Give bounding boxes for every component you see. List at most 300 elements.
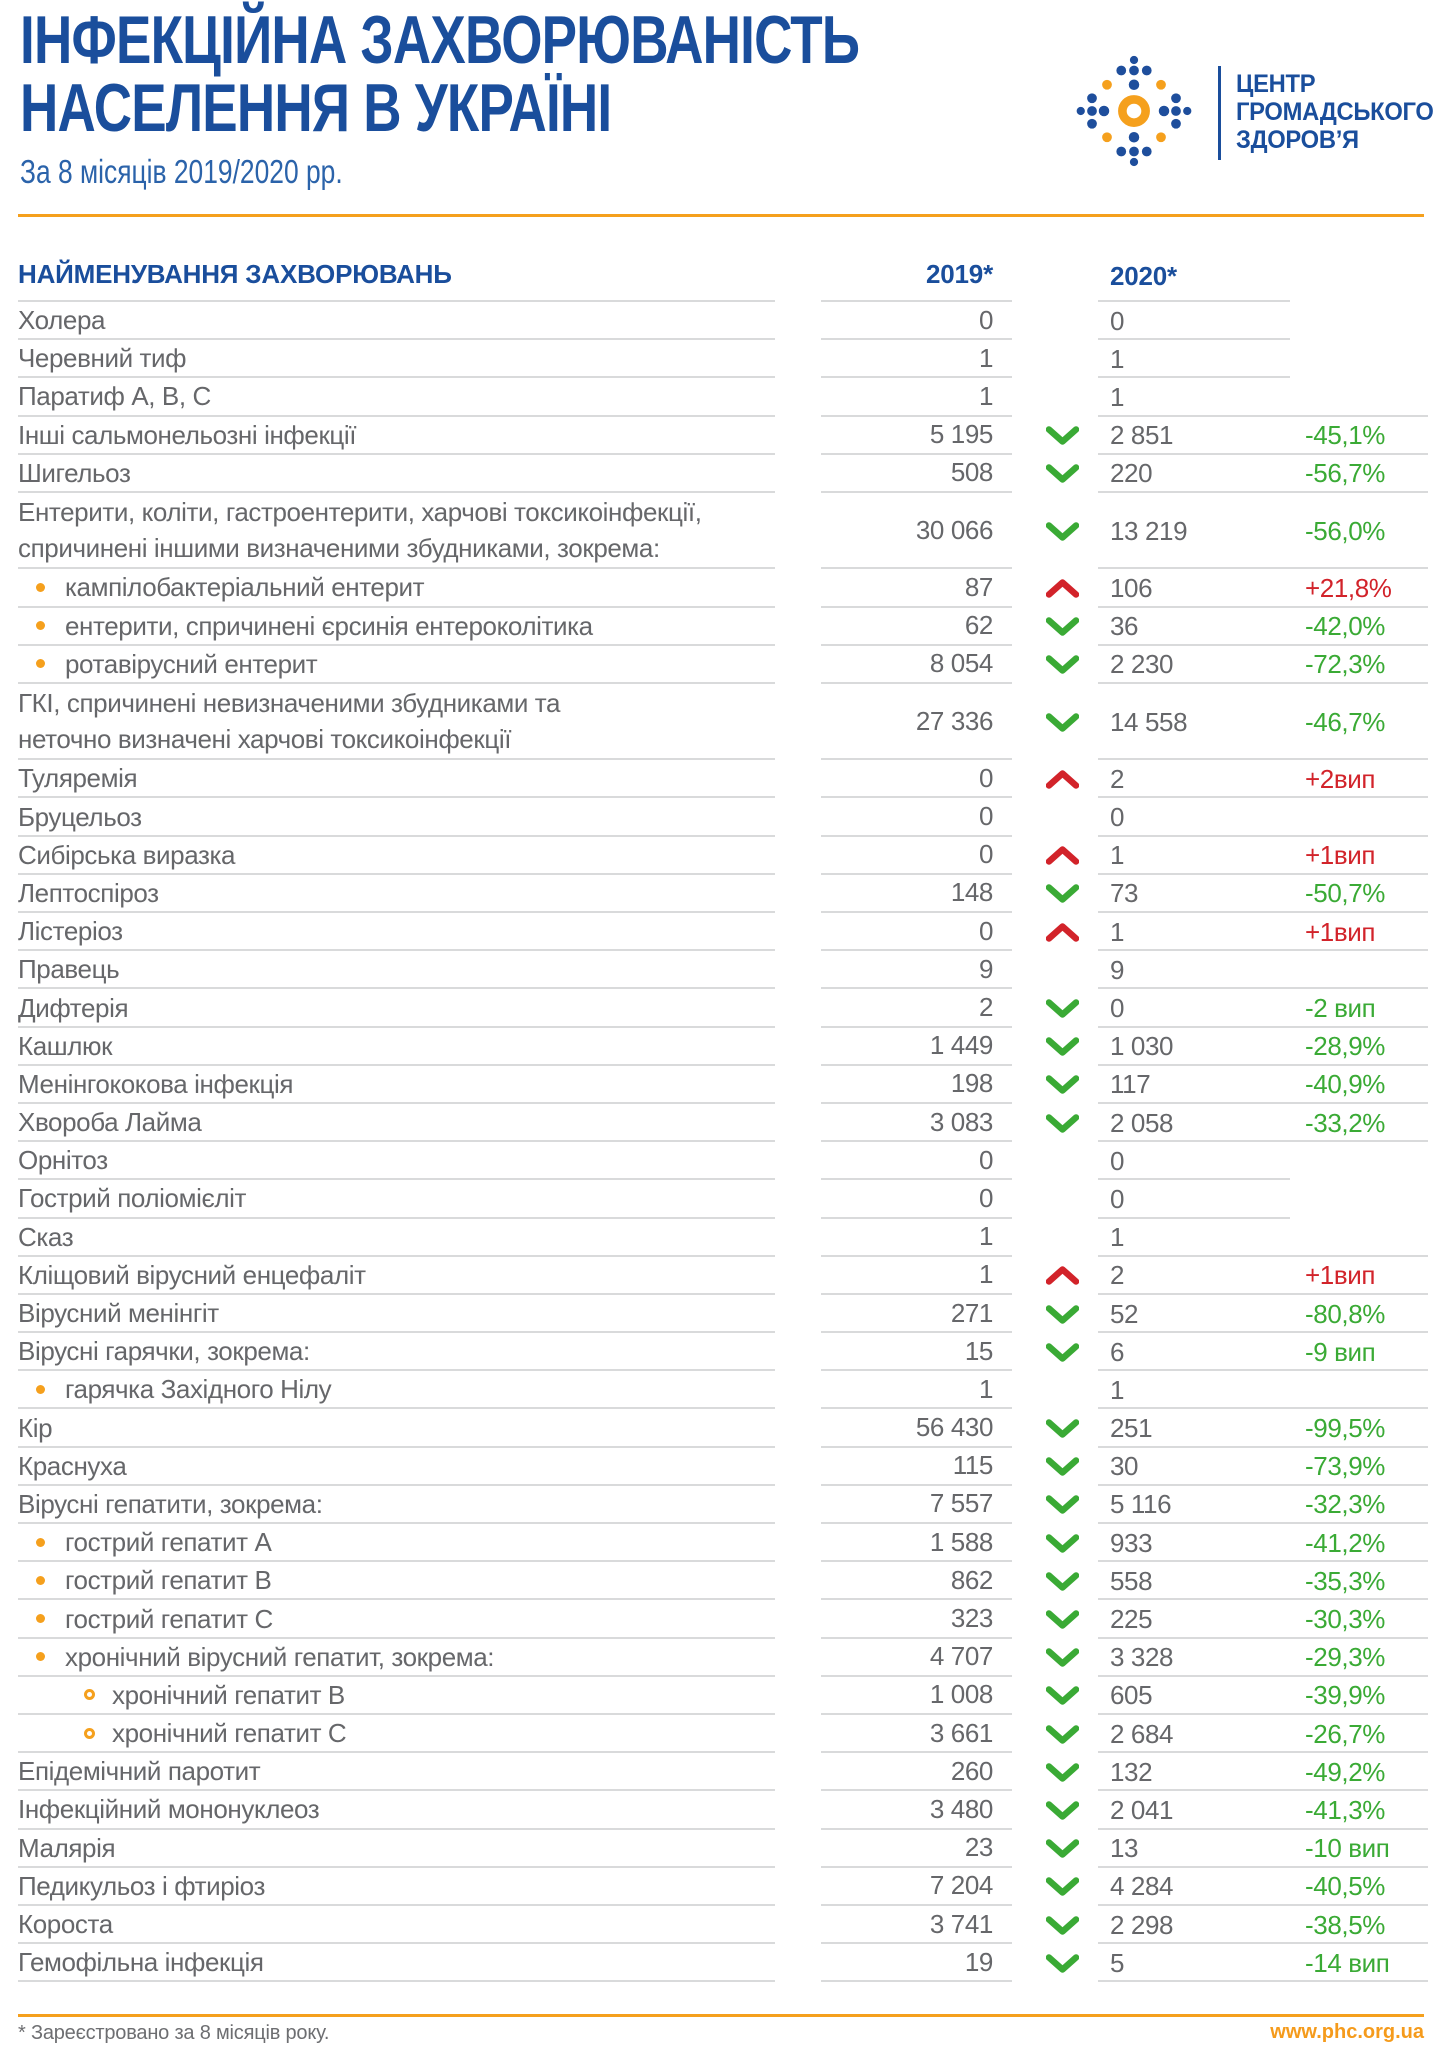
column-header-disease-name: НАЙМЕНУВАННЯ ЗАХВОРЮВАНЬ <box>18 259 775 302</box>
website-link[interactable]: www.phc.org.ua <box>1270 2021 1424 2043</box>
table-row <box>0 455 1442 493</box>
trend-down-arrow-icon <box>1046 522 1079 541</box>
value-2020: 0 <box>1110 1183 1125 1214</box>
trend-down-arrow-icon <box>1046 1610 1079 1629</box>
trend-cell <box>1027 1562 1098 1600</box>
value-2019: 0 <box>821 760 1012 798</box>
change-value: -32,3% <box>1305 1489 1385 1520</box>
disease-name: Гострий поліомієліт <box>18 1183 246 1214</box>
disease-name: Вірусні гарячки, зокрема: <box>18 1336 310 1367</box>
change-value: -28,9% <box>1305 1031 1385 1062</box>
trend-down-arrow-icon <box>1046 1534 1079 1553</box>
value-2020: 132 <box>1110 1756 1153 1787</box>
value-2020: 30 <box>1110 1451 1139 1482</box>
trend-down-arrow-icon <box>1046 1801 1079 1820</box>
trend-cell <box>1027 1219 1098 1257</box>
table-row <box>0 989 1442 1027</box>
trend-down-arrow-icon <box>1046 999 1079 1018</box>
value-2020: 5 116 <box>1110 1489 1172 1520</box>
value-2019: 56 430 <box>821 1409 1012 1447</box>
disease-name: ентерити, спричинені єрсинія ентероколітика <box>65 610 593 641</box>
value-2019: 8 054 <box>821 646 1012 684</box>
value-2020-cell <box>1098 1524 1428 1562</box>
trend-cell <box>1027 1639 1098 1677</box>
trend-cell <box>1027 913 1098 951</box>
value-2019: 1 008 <box>821 1677 1012 1715</box>
value-2020: 605 <box>1110 1680 1153 1711</box>
disease-name: Сибірська виразка <box>18 839 236 870</box>
value-2020: 1 <box>1110 343 1125 374</box>
value-2019: 19 <box>821 1944 1012 1982</box>
disease-name-cell <box>18 1868 775 1906</box>
disease-name: гарячка Західного Нілу <box>65 1374 332 1405</box>
disease-name-cell <box>18 1142 775 1180</box>
disease-name-cell <box>18 951 775 989</box>
value-2019: 0 <box>821 837 1012 875</box>
trend-cell <box>1027 1715 1098 1753</box>
disease-name-cell <box>18 1333 775 1371</box>
value-2020-cell <box>1098 1219 1428 1257</box>
value-2019: 0 <box>821 1142 1012 1180</box>
value-2020: 558 <box>1110 1565 1153 1596</box>
table-row <box>0 417 1442 455</box>
table-row <box>0 1677 1442 1715</box>
table-row <box>0 1868 1442 1906</box>
disease-name: Холера <box>18 305 106 336</box>
trend-down-arrow-icon <box>1046 1839 1079 1858</box>
table-row <box>0 569 1442 607</box>
disease-name-cell <box>18 1830 775 1868</box>
bullet-icon <box>36 583 45 592</box>
value-2020-cell <box>1098 302 1428 340</box>
table-row <box>0 1333 1442 1371</box>
value-2020: 251 <box>1110 1413 1153 1444</box>
disease-name-cell <box>18 837 775 875</box>
bullet-icon <box>36 1614 45 1623</box>
page-title <box>20 2 860 146</box>
disease-name: хронічний гепатит В <box>112 1679 345 1710</box>
disease-name-cell <box>18 1906 775 1944</box>
value-2019: 23 <box>821 1830 1012 1868</box>
value-2019: 15 <box>821 1333 1012 1371</box>
disease-name: Краснуха <box>18 1450 127 1481</box>
value-2019: 87 <box>821 569 1012 607</box>
disease-name-cell <box>18 493 775 569</box>
change-value: +1вип <box>1305 1260 1376 1291</box>
disease-name: ротавірусний ентерит <box>65 648 318 679</box>
disease-name: Інші сальмонельозні інфекції <box>18 419 357 450</box>
table-row <box>0 684 1442 760</box>
value-2020: 2 <box>1110 1260 1125 1291</box>
trend-down-arrow-icon <box>1046 655 1079 674</box>
value-2020-cell <box>1098 1371 1428 1409</box>
value-2020: 2 <box>1110 763 1125 794</box>
value-2020-cell <box>1098 1677 1428 1715</box>
disease-name-cell <box>18 1219 775 1257</box>
table-row <box>0 1295 1442 1333</box>
disease-name-cell <box>18 1944 775 1982</box>
value-2020: 2 230 <box>1110 649 1174 680</box>
value-2020-cell <box>1098 1104 1428 1142</box>
change-value: -45,1% <box>1305 420 1385 451</box>
disease-name-cell <box>18 302 775 340</box>
trend-cell <box>1027 989 1098 1027</box>
value-2020-cell <box>1098 760 1428 798</box>
value-2020-cell <box>1098 1180 1428 1218</box>
value-2020: 2 298 <box>1110 1909 1174 1940</box>
value-2020: 13 219 <box>1110 515 1188 546</box>
value-2020: 52 <box>1110 1298 1139 1329</box>
disease-name: Малярія <box>18 1832 116 1863</box>
value-2020-cell <box>1098 646 1428 684</box>
value-2019: 1 <box>821 1371 1012 1409</box>
bullet-icon <box>36 1538 45 1547</box>
disease-name-cell <box>18 1562 775 1600</box>
disease-name: гострий гепатит В <box>65 1565 272 1596</box>
table-row <box>0 951 1442 989</box>
disease-name-cell <box>18 1753 775 1791</box>
value-2020: 2 851 <box>1110 420 1174 451</box>
table-row <box>0 1486 1442 1524</box>
trend-cell <box>1027 875 1098 913</box>
trend-down-arrow-icon <box>1046 1075 1079 1094</box>
table-row <box>0 1104 1442 1142</box>
value-2020-cell <box>1098 1868 1428 1906</box>
table-row <box>0 1180 1442 1218</box>
value-2019: 115 <box>821 1448 1012 1486</box>
value-2019: 30 066 <box>821 493 1012 569</box>
bullet-icon <box>36 1385 45 1394</box>
trend-down-arrow-icon <box>1046 1686 1079 1705</box>
value-2020: 1 <box>1110 916 1125 947</box>
change-value: -41,2% <box>1305 1527 1385 1558</box>
disease-name-cell <box>18 684 775 760</box>
column-header-2019: 2019* <box>821 259 1012 302</box>
trend-down-arrow-icon <box>1046 1114 1079 1133</box>
table-row <box>0 913 1442 951</box>
disease-name: кампілобактеріальний ентерит <box>65 572 425 603</box>
value-2020-cell <box>1098 1715 1428 1753</box>
table-row <box>0 1906 1442 1944</box>
value-2020: 36 <box>1110 611 1139 642</box>
trend-cell <box>1027 684 1098 760</box>
change-value: -56,0% <box>1305 515 1385 546</box>
value-2020-cell <box>1098 1906 1428 1944</box>
value-2020-cell <box>1098 1257 1428 1295</box>
trend-cell <box>1027 837 1098 875</box>
trend-cell <box>1027 1257 1098 1295</box>
value-2020-cell <box>1098 1753 1428 1791</box>
value-2019: 0 <box>821 798 1012 836</box>
change-value: -50,7% <box>1305 878 1385 909</box>
value-2019: 3 083 <box>821 1104 1012 1142</box>
trend-cell <box>1027 569 1098 607</box>
disease-name-cell <box>18 1448 775 1486</box>
trend-down-arrow-icon <box>1046 1572 1079 1591</box>
disease-name: хронічний вірусний гепатит, зокрема: <box>65 1641 495 1672</box>
value-2020: 3 328 <box>1110 1642 1174 1673</box>
value-2019: 1 <box>821 378 1012 416</box>
disease-name: Паратиф А, В, С <box>18 381 211 412</box>
change-value: -35,3% <box>1305 1565 1385 1596</box>
value-2019: 4 707 <box>821 1639 1012 1677</box>
value-2020-cell <box>1098 1639 1428 1677</box>
page-title-line2: НАСЕЛЕННЯ В УКРАЇНІ <box>20 70 612 146</box>
table-row <box>0 340 1442 378</box>
disease-name-cell <box>18 646 775 684</box>
change-value: -41,3% <box>1305 1794 1385 1825</box>
disease-name: Вірусний менінгіт <box>18 1298 219 1328</box>
value-2020: 1 <box>1110 381 1125 412</box>
value-2019: 3 480 <box>821 1791 1012 1829</box>
trend-cell <box>1027 1791 1098 1829</box>
value-2020: 9 <box>1110 954 1125 985</box>
trend-cell <box>1027 608 1098 646</box>
trend-cell <box>1027 1295 1098 1333</box>
trend-cell <box>1027 1180 1098 1218</box>
change-value: -2 вип <box>1305 993 1376 1023</box>
disease-name-cell <box>18 608 775 646</box>
table-row <box>0 1219 1442 1257</box>
trend-cell <box>1027 1906 1098 1944</box>
trend-cell <box>1027 1104 1098 1142</box>
value-2020: 13 <box>1110 1833 1139 1864</box>
trend-down-arrow-icon <box>1046 426 1079 445</box>
trend-cell <box>1027 1448 1098 1486</box>
value-2020: 2 684 <box>1110 1718 1174 1749</box>
disease-name-cell <box>18 1715 775 1753</box>
value-2019: 148 <box>821 875 1012 913</box>
value-2020: 2 058 <box>1110 1107 1174 1138</box>
value-2019: 198 <box>821 1066 1012 1104</box>
change-value: -29,3% <box>1305 1642 1385 1673</box>
disease-name-cell <box>18 1486 775 1524</box>
trend-cell <box>1027 1753 1098 1791</box>
trend-down-arrow-icon <box>1046 1763 1079 1782</box>
disease-name: Ентерити, коліти, гастроентерити, харчові токсикоінфекції, спричинені іншими визначеними збудниками, зокрема: <box>18 497 702 564</box>
value-2020: 933 <box>1110 1527 1153 1558</box>
disease-name: Гемофільна інфекція <box>18 1947 264 1978</box>
disease-name: гострий гепатит С <box>65 1603 273 1634</box>
table-row <box>0 1371 1442 1409</box>
change-value: -33,2% <box>1305 1107 1385 1138</box>
trend-down-arrow-icon <box>1046 1648 1079 1667</box>
value-2019: 260 <box>821 1753 1012 1791</box>
disease-name: Вірусні гепатити, зокрема: <box>18 1488 323 1519</box>
change-value: -72,3% <box>1305 649 1385 680</box>
value-2020: 73 <box>1110 878 1139 909</box>
value-2019: 3 741 <box>821 1906 1012 1944</box>
table-row <box>0 875 1442 913</box>
value-2020-cell <box>1098 1791 1428 1829</box>
table-row <box>0 302 1442 340</box>
disease-name-cell <box>18 417 775 455</box>
change-value: -49,2% <box>1305 1756 1385 1787</box>
change-value: +2вип <box>1305 763 1376 794</box>
table-row <box>0 1028 1442 1066</box>
value-2019: 1 <box>821 1219 1012 1257</box>
change-value: -40,5% <box>1305 1871 1385 1902</box>
disease-name-cell <box>18 798 775 836</box>
trend-down-arrow-icon <box>1046 1457 1079 1476</box>
value-2019: 3 661 <box>821 1715 1012 1753</box>
trend-down-arrow-icon <box>1046 1495 1079 1514</box>
value-2019: 508 <box>821 455 1012 493</box>
trend-cell <box>1027 1677 1098 1715</box>
column-header-2020-cell <box>1098 261 1428 302</box>
value-2019: 0 <box>821 913 1012 951</box>
value-2019: 27 336 <box>821 684 1012 760</box>
trend-down-arrow-icon <box>1046 1419 1079 1438</box>
logo-text-line3: ЗДОРОВ’Я <box>1236 126 1359 154</box>
page-title-line1: ІНФЕКЦІЙНА ЗАХВОРЮВАНІСТЬ <box>20 2 860 78</box>
change-value: -39,9% <box>1305 1680 1385 1711</box>
disease-name-cell <box>18 1371 775 1409</box>
value-2020-cell <box>1098 1333 1428 1371</box>
trend-down-arrow-icon <box>1046 1916 1079 1935</box>
value-2020: 0 <box>1110 993 1125 1023</box>
trend-down-arrow-icon <box>1046 464 1079 483</box>
table-row <box>0 378 1442 416</box>
disease-name: Сказ <box>18 1221 74 1252</box>
bullet-icon <box>84 1728 95 1739</box>
value-2020-cell <box>1098 1944 1428 1982</box>
table-row <box>0 837 1442 875</box>
value-2020-cell <box>1098 1066 1428 1104</box>
change-value: +21,8% <box>1305 572 1392 603</box>
value-2020-cell <box>1098 1028 1428 1066</box>
disease-name-cell <box>18 1028 775 1066</box>
value-2019: 271 <box>821 1295 1012 1333</box>
disease-name: Кашлюк <box>18 1030 113 1061</box>
value-2019: 62 <box>821 608 1012 646</box>
trend-cell <box>1027 1830 1098 1868</box>
disease-name: Лістеріоз <box>18 916 123 947</box>
value-2020: 106 <box>1110 572 1153 603</box>
disease-name-cell <box>18 1257 775 1295</box>
table-body <box>0 302 1442 1982</box>
change-value: -56,7% <box>1305 458 1385 489</box>
column-header-2020: 2020* <box>1110 261 1177 291</box>
disease-name-cell <box>18 1295 775 1333</box>
bullet-icon <box>36 1576 45 1585</box>
table-row <box>0 1066 1442 1104</box>
trend-cell <box>1027 1600 1098 1638</box>
table-row <box>0 760 1442 798</box>
value-2020-cell <box>1098 1562 1428 1600</box>
trend-cell <box>1027 340 1098 378</box>
change-value: -30,3% <box>1305 1604 1385 1634</box>
disease-name: Дифтерія <box>18 992 129 1023</box>
value-2020-cell <box>1098 1600 1428 1638</box>
disease-name-cell <box>18 1180 775 1218</box>
trend-up-arrow-icon <box>1046 770 1079 789</box>
table-row <box>0 1448 1442 1486</box>
disease-name: Шигельоз <box>18 457 131 488</box>
disease-name-cell <box>18 1409 775 1447</box>
trend-cell <box>1027 798 1098 836</box>
trend-up-arrow-icon <box>1046 579 1079 598</box>
trend-cell <box>1027 1409 1098 1447</box>
disease-name: Педикульоз і фтиріоз <box>18 1870 265 1901</box>
trend-cell <box>1027 1371 1098 1409</box>
logo-divider <box>1218 66 1221 160</box>
value-2019: 7 204 <box>821 1868 1012 1906</box>
phc-logo-icon <box>1074 51 1194 171</box>
trend-down-arrow-icon <box>1046 1343 1079 1362</box>
table-row <box>0 1715 1442 1753</box>
value-2020-cell <box>1098 493 1428 569</box>
trend-cell <box>1027 1066 1098 1104</box>
change-value: +1вип <box>1305 840 1376 871</box>
value-2020-cell <box>1098 417 1428 455</box>
disease-name: Правець <box>18 954 120 985</box>
value-2020-cell <box>1098 569 1428 607</box>
trend-cell <box>1027 760 1098 798</box>
disease-name-cell <box>18 1066 775 1104</box>
table-row <box>0 646 1442 684</box>
disease-name-cell <box>18 340 775 378</box>
value-2019: 0 <box>821 302 1012 340</box>
change-value: -73,9% <box>1305 1451 1385 1482</box>
disease-name-cell <box>18 760 775 798</box>
value-2020-cell <box>1098 455 1428 493</box>
disease-name-cell <box>18 875 775 913</box>
table-row <box>0 608 1442 646</box>
disease-name-cell <box>18 378 775 416</box>
trend-down-arrow-icon <box>1046 617 1079 636</box>
disease-name: хронічний гепатит С <box>112 1718 347 1749</box>
value-2020: 1 <box>1110 1374 1125 1405</box>
value-2020: 225 <box>1110 1604 1153 1634</box>
trend-down-arrow-icon <box>1046 1954 1079 1973</box>
table-row <box>0 1600 1442 1638</box>
disease-name: Короста <box>18 1909 113 1939</box>
value-2020-cell <box>1098 1142 1428 1180</box>
trend-down-arrow-icon <box>1046 1305 1079 1324</box>
table-header-row <box>0 216 1442 302</box>
trend-cell <box>1027 302 1098 340</box>
table-row <box>0 1562 1442 1600</box>
change-value: -46,7% <box>1305 706 1385 737</box>
disease-name: Менінгококова інфекція <box>18 1068 294 1099</box>
value-2020-cell <box>1098 340 1428 378</box>
change-value: -26,7% <box>1305 1718 1385 1749</box>
orange-divider-bottom <box>18 2014 1424 2017</box>
value-2019: 1 <box>821 1257 1012 1295</box>
disease-name: Лептоспіроз <box>18 877 159 908</box>
trend-cell <box>1027 1944 1098 1982</box>
value-2020-cell <box>1098 951 1428 989</box>
trend-cell <box>1027 951 1098 989</box>
value-2020: 6 <box>1110 1336 1125 1367</box>
value-2020-cell <box>1098 378 1428 416</box>
disease-name: Епідемічний паротит <box>18 1756 261 1787</box>
value-2020: 1 030 <box>1110 1031 1174 1062</box>
trend-cell <box>1027 1524 1098 1562</box>
change-value: +1вип <box>1305 916 1376 947</box>
change-value: -80,8% <box>1305 1298 1385 1329</box>
table-row <box>0 798 1442 836</box>
trend-cell <box>1027 417 1098 455</box>
value-2020: 4 284 <box>1110 1871 1174 1902</box>
trend-cell <box>1027 1142 1098 1180</box>
disease-name-cell <box>18 455 775 493</box>
value-2020: 220 <box>1110 458 1153 489</box>
trend-cell <box>1027 1028 1098 1066</box>
disease-name-cell <box>18 569 775 607</box>
table-row <box>0 493 1442 569</box>
